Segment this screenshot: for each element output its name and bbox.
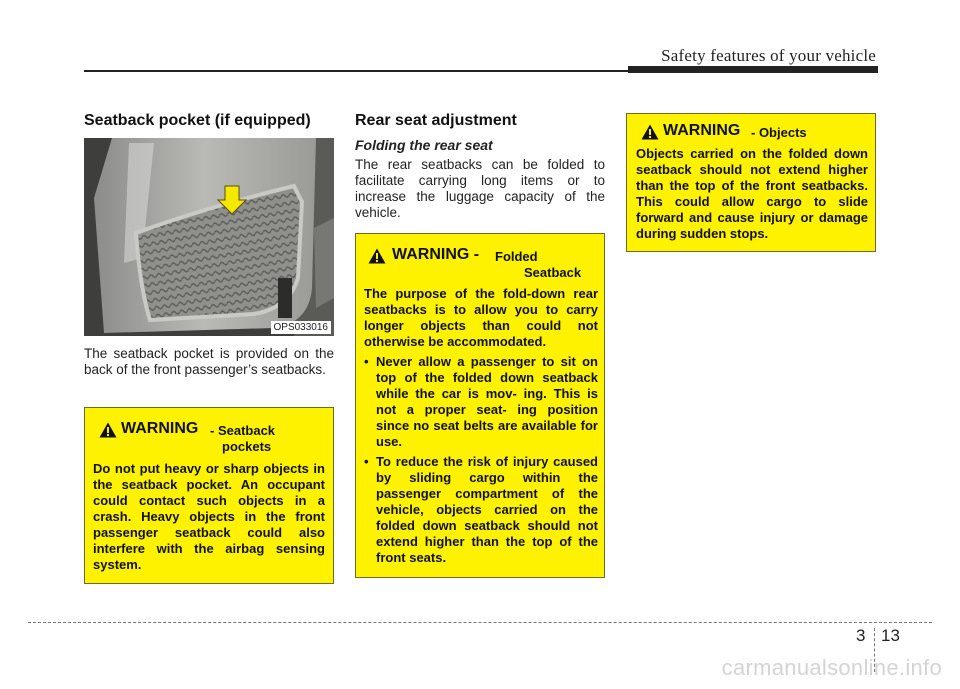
header-bar: [628, 66, 878, 73]
warning-box-seatback-pockets: [84, 407, 334, 584]
warning-header: [627, 114, 875, 150]
warning-triangle-icon: [641, 124, 659, 140]
warning-bullet-text: To reduce the risk of injury caused by sliding cargo within the passenger compartment of the vehicle, objects carried on the folded down seatback should not extend higher than the top of the front seats.: [376, 454, 598, 565]
warning-header: [356, 234, 604, 280]
warning-box-folded-seatback: [355, 233, 605, 578]
chapter-number: 3: [856, 626, 866, 645]
warning-body: Objects carried on the folded down seatback should not extend higher than the top of the front seatbacks. This could allow cargo to slide forward and cause injury or damage during sudden stops.: [636, 146, 868, 241]
warning-subtitle-line1: - Seatback: [210, 423, 276, 438]
page-number: 13: [881, 626, 900, 645]
rear-seat-description: The rear seatbacks can be folded to facilitate carrying long items or to increase the luggage capacity of the vehicle.: [355, 157, 605, 220]
photo-caption: OPS033016: [271, 321, 332, 334]
warning-subtitle-line2: pockets: [222, 439, 272, 454]
footer-rule: [28, 622, 932, 623]
warning-subtitle-line1: - Objects: [751, 125, 807, 140]
warning-title: WARNING -: [392, 246, 480, 263]
warning-triangle-icon: [99, 422, 117, 438]
warning-subtitle-line2: Seatback: [524, 265, 582, 280]
seatback-photo-illustration: [84, 138, 334, 336]
rear-seat-adjustment-heading: Rear seat adjustment: [355, 112, 517, 129]
warning-bullet-list: [364, 354, 598, 566]
warning-body: [364, 286, 598, 570]
bullet-icon: •: [364, 454, 369, 469]
warning-title: WARNING: [663, 122, 741, 139]
header-rule: [84, 70, 630, 72]
warning-box-objects: [626, 113, 876, 252]
warning-subtitle-line1: Folded: [495, 249, 538, 264]
warning-title: WARNING: [121, 420, 199, 437]
seatback-pocket-description: The seatback pocket is provided on the back of the front passenger’s seatbacks.: [84, 346, 334, 377]
warning-triangle-icon: [368, 248, 386, 264]
warning-bullet: [364, 354, 598, 450]
warning-intro: The purpose of the fold-down rear seatbacks is to allow you to carry longer objects than could not otherwise be accommodated.: [364, 286, 598, 349]
warning-header: [85, 408, 333, 454]
warning-bullet-text: Never allow a passenger to sit on top of the folded down seatback while the car is mov- ing. This is not a proper seat- ing position since no seat belts are available for use.: [376, 354, 598, 449]
section-title: Safety features of your vehicle: [661, 46, 876, 65]
seatback-pocket-heading: Seatback pocket (if equipped): [84, 112, 311, 129]
seatback-pocket-photo: [84, 138, 334, 336]
folding-rear-seat-subheading: Folding the rear seat: [355, 137, 493, 153]
warning-body: Do not put heavy or sharp objects in the seatback pocket. An occupant could contact such objects in a crash. Heavy objects in the front passenger seatback could also interfere with the airbag sensing system.: [93, 461, 325, 572]
bullet-icon: •: [364, 354, 369, 369]
watermark: carmanualsonline.info: [721, 655, 942, 680]
warning-bullet: [364, 454, 598, 566]
